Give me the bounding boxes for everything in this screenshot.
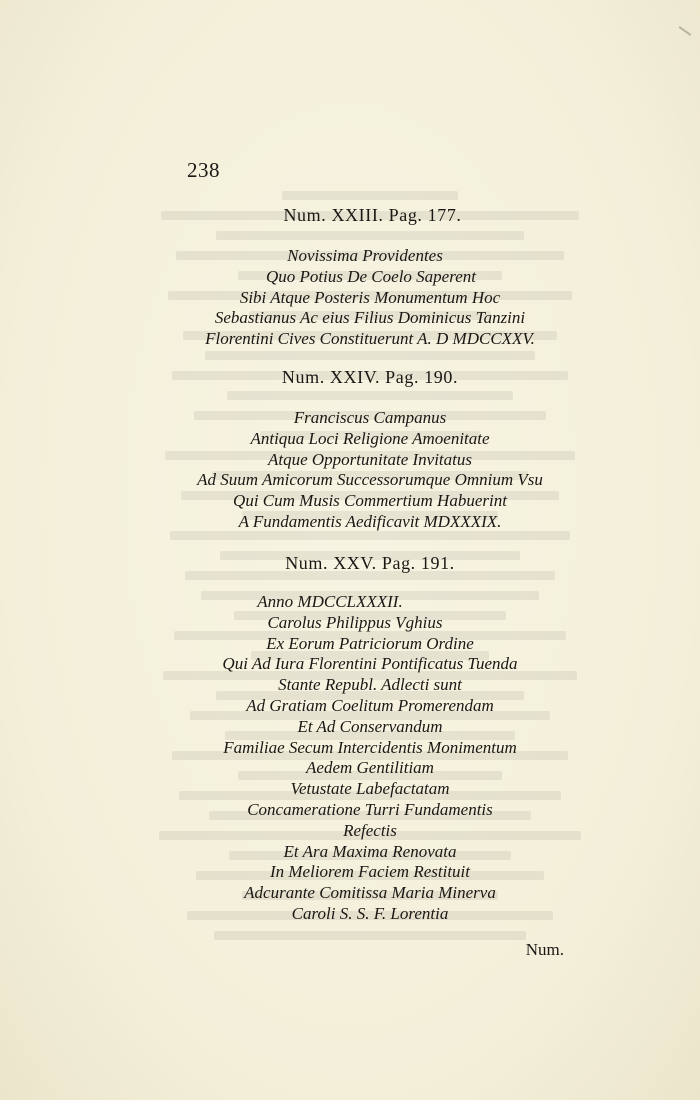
section-heading: Num. XXIII. Pag. 177.: [283, 205, 462, 225]
inscription-line: Florentini Cives Constituerunt A. D MDCCXXV.: [205, 329, 535, 349]
inscription-line: Sebastianus Ac eius Filius Dominicus Tanzini: [214, 308, 526, 328]
inscription-line: Concameratione Turri Fundamentis: [247, 799, 493, 819]
inscription-line: Et Ad Conservandum: [297, 716, 443, 736]
inscription-line: Adcurante Comitissa Maria Minerva: [244, 883, 496, 903]
catchword: Num.: [525, 940, 564, 959]
inscription-line: Ad Suum Amicorum Successorumque Omnium Vsu: [197, 470, 543, 490]
inscription-line: Et Ara Maxima Renovata: [283, 841, 457, 861]
inscription-line: Sibi Atque Posteris Monumentum Hoc: [239, 287, 501, 307]
inscription-line: Vetustate Labefactatam: [290, 779, 450, 799]
inscription-section-24: [150, 366, 610, 533]
inscription-line: Refectis: [343, 820, 397, 840]
inscription-line: Qui Cum Musis Commertium Habuerint: [233, 491, 507, 511]
inscription-line: Franciscus Campanus: [293, 408, 447, 427]
inscription-line: Stante Republ. Adlecti sunt: [278, 675, 462, 695]
inscription-line: Antiqua Loci Religione Amoenitate: [250, 428, 490, 448]
inscription-line: A Fundamentis Aedificavit MDXXXIX.: [238, 511, 502, 531]
inscription-section-23: [150, 204, 610, 350]
inscription-line: Ex Eorum Patriciorum Ordine: [266, 633, 474, 653]
inscription-line: Ad Gratiam Coelitum Promerendam: [246, 695, 494, 715]
inscription-line: Caroli S. S. F. Lorentia: [291, 903, 449, 923]
inscription-line: Anno MDCCLXXXII.: [257, 592, 403, 611]
inscription-line: Familiae Secum Intercidentis Monimentum: [223, 737, 517, 757]
inscription-line: Novissima Providentes: [287, 246, 443, 265]
inscription-line: Aedem Gentilitiam: [306, 758, 434, 778]
section-heading: Num. XXIV. Pag. 190.: [281, 367, 459, 387]
paper-mark: [679, 26, 692, 36]
inscription-line: Atque Opportunitate Invitatus: [268, 449, 472, 469]
inscription-line: In Meliorem Faciem Restituit: [269, 862, 470, 882]
page-number: 238: [187, 158, 220, 182]
inscription-line: Quo Potius De Coelo Saperent: [266, 266, 476, 286]
inscription-line: Carolus Philippus Vghius: [267, 612, 443, 632]
inscription-section-25: [150, 552, 610, 925]
section-heading: Num. XXV. Pag. 191.: [285, 553, 455, 573]
inscription-line: Qui Ad Iura Florentini Pontificatus Tuenda: [222, 654, 518, 674]
